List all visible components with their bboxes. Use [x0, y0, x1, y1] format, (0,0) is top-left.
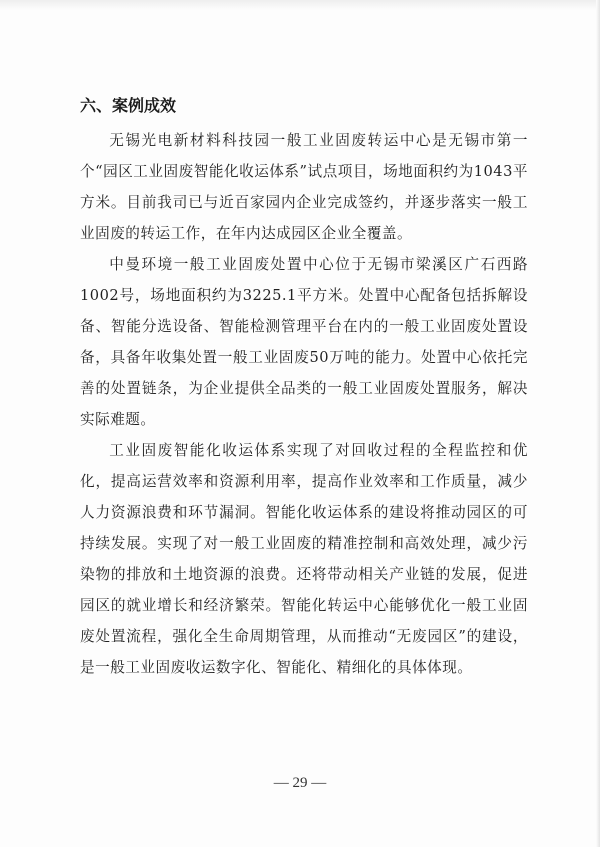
paragraph-2: 中曼环境一般工业固废处置中心位于无锡市梁溪区广石西路1002号，场地面积约为3225.1平方米。处置中心配备包括拆解设备、智能分选设备、智能检测管理平台在内的一般工业固废处置设备，具备年收集处置一般工业固废50万吨的能力。处置中心依托完善的处置链条，为企业提供全品类的一般工业固废处置服务，解决实际难题。 — [80, 256, 528, 428]
paragraph-1: 无锡光电新材料科技园一般工业固废转运中心是无锡市第一个“园区工业固废智能化收运体系”试点项目，场地面积约为1043平方米。目前我司已与近百家园内企业完成签约，并逐步落实一般工业固废的转运工作，在年内达成园区企业全覆盖。 — [80, 132, 528, 242]
paragraph-3: 工业固废智能化收运体系实现了对回收过程的全程监控和优化，提高运营效率和资源利用率，提高作业效率和工作质量，减少人力资源浪费和环节漏洞。智能化收运体系的建设将推动园区的可持续发展。实现了对一般工业固废的精准控制和高效处理，减少污染物的排放和土地资源的浪费。还将带动相关产业链的发展，促进园区的就业增长和经济繁荣。智能化转运中心能够优化一般工业固废处置流程，强化全生命周期管理，从而推动“无废园区”的建设，是一般工业固废收运数字化、智能化、精细化的具体体现。 — [80, 442, 528, 676]
scan-edge — [596, 0, 600, 847]
page-number: — 29 — — [273, 775, 327, 791]
scan-edge — [0, 0, 600, 10]
document-body — [80, 94, 528, 683]
section-heading: 六、案例成效 — [80, 96, 177, 115]
